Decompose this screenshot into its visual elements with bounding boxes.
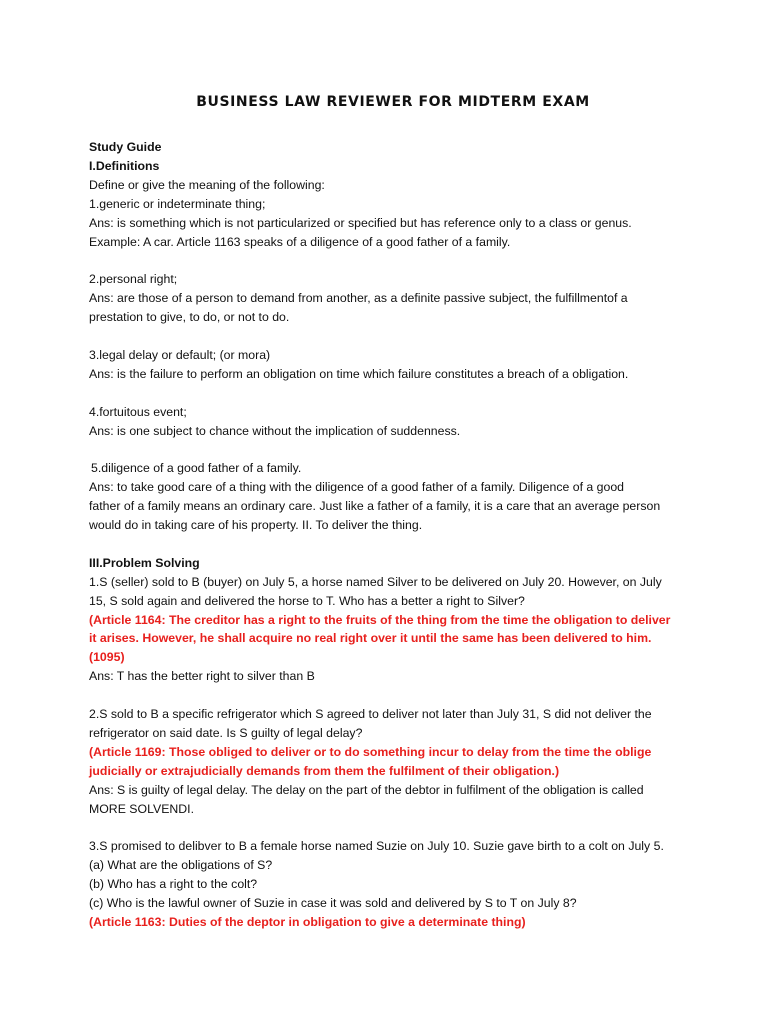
definition-5-answer-line: father of a family means an ordinary care. Just like a father of a family, it is a care that an average person [89,499,661,514]
spacer [89,819,699,838]
problem-1-line: 1.S (seller) sold to B (buyer) on July 5, a horse named Silver to be delivered on July 20. However, on July [89,574,662,589]
definition-1-answer-line: Ans: is something which is not particularized or specified but has reference only to a class or genus. [89,215,632,230]
spacer [89,535,699,554]
problem-3-question-a: (a) What are the obligations of S? [89,858,273,873]
spacer [89,384,699,403]
spacer [89,251,699,270]
definition-1-term: 1.generic or indeterminate thing; [89,196,266,211]
problem-2-line: 2.S sold to B a specific refrigerator which S agreed to deliver not later than July 31, S did not deliver the [89,707,652,722]
spacer [89,440,699,459]
problem-2-article-line: judicially or extrajudicially demands from them the fulfilment of their obligation.) [89,763,560,778]
document-body [89,138,699,932]
problem-3-question-b: (b) Who has a right to the colt? [89,877,258,892]
definition-2-answer-line: prestation to give, to do, or not to do. [89,310,290,325]
definition-4-answer-line: Ans: is one subject to chance without the implication of suddenness. [89,423,461,438]
problem-2-answer-line: Ans: S is guilty of legal delay. The delay on the part of the debtor in fulfilment of the obligation is called [89,782,644,797]
definition-2-term: 2.personal right; [89,272,178,287]
definition-5-term: 5.diligence of a good father of a family. [91,461,302,476]
definition-5-answer-line: would do in taking care of his property. II. To deliver the thing. [89,518,423,533]
problem-1-article-line: it arises. However, he shall acquire no real right over it until the same has been delivered to him. [89,631,652,646]
problem-3-article-line: (Article 1163: Duties of the deptor in obligation to give a determinate thing) [89,915,526,930]
definition-3-term: 3.legal delay or default; (or mora) [89,347,271,362]
problem-1-answer: Ans: T has the better right to silver than B [89,669,315,684]
problem-solving-heading: III.Problem Solving [89,555,200,570]
problem-3-line: 3.S promised to delibver to B a female horse named Suzie on July 10. Suzie gave birth to a colt on July 5. [89,839,664,854]
definition-4-term: 4.fortuitous event; [89,404,187,419]
definition-1-answer-line: Example: A car. Article 1163 speaks of a diligence of a good father of a family. [89,234,511,249]
definition-3-answer-line: Ans: is the failure to perform an obligation on time which failure constitutes a breach of a obligation. [89,366,629,381]
problem-2-answer-line: MORE SOLVENDI. [89,801,194,816]
problem-1-article-line: (Article 1164: The creditor has a right to the fruits of the thing from the time the obligation to deliver [89,612,671,627]
definitions-intro: Define or give the meaning of the following: [89,177,325,192]
spacer [89,327,699,346]
definition-2-answer-line: Ans: are those of a person to demand from another, as a definite passive subject, the fulfillmentof a [89,291,628,306]
problem-2-article-line: (Article 1169: Those obliged to deliver or to do something incur to delay from the time the oblige [89,744,652,759]
definitions-heading: I.Definitions [89,158,160,173]
spacer [89,686,699,705]
document-title: BUSINESS LAW REVIEWER FOR MIDTERM EXAM [196,94,590,110]
problem-1-article-line: (1095) [89,650,125,665]
study-guide-heading: Study Guide [89,140,162,154]
problem-2-line: refrigerator on said date. Is S guilty of legal delay? [89,726,363,740]
problem-3-question-c: (c) Who is the lawful owner of Suzie in case it was sold and delivered by S to T on July 8? [89,896,577,911]
definition-5-answer-line: Ans: to take good care of a thing with the diligence of a good father of a family. Diligence of a good [89,480,625,495]
problem-1-line: 15, S sold again and delivered the horse to T. Who has a better a right to Silver? [89,593,525,608]
